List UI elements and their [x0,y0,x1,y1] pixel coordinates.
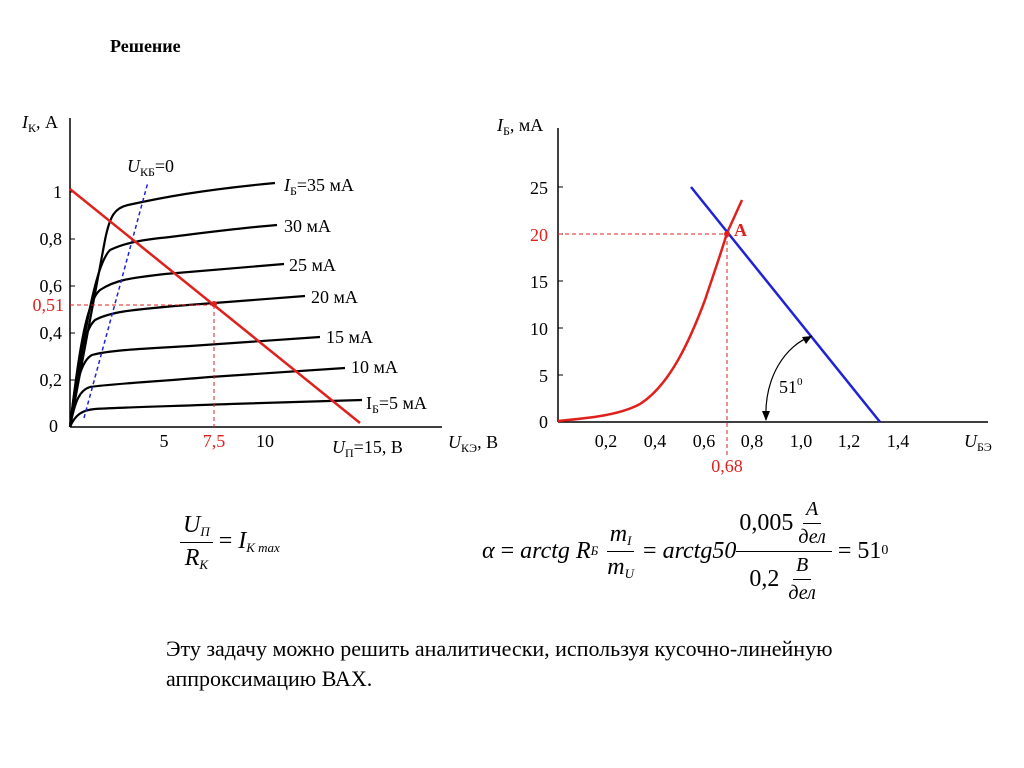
left-y-tick-06: 0,6 [39,276,62,296]
right-y-axis-label: $I_Б$, мА [497,115,544,138]
curve-ib-15 [70,337,320,427]
page-title: Решение [110,36,181,56]
curve-label-30: 30 мА [284,216,331,236]
conclusion-text: Эту задачу можно решить аналитически, используя кусочно-линейную аппроксимацию ВАХ. [166,636,833,691]
left-y-tick-02: 0,2 [39,370,62,390]
left-x-tick-10: 10 [256,431,274,451]
right-y-highlight: 20 [530,225,548,245]
left-operating-point [211,301,217,307]
right-y-tick-15: 15 [530,272,548,292]
right-y-tick-5: 5 [539,366,548,386]
operating-point-a [724,231,730,237]
right-x-axis-label: $U_{БЭ}$ [964,431,992,454]
left-y-tick-1: 1 [53,182,62,202]
left-y-tick-04: 0,4 [39,323,62,343]
input-characteristic-curve [558,200,742,421]
curve-ib-5 [70,400,362,427]
right-x-tick-02: 0,2 [594,431,618,451]
supply-voltage-label: $U_П=15$, В [332,437,403,460]
right-x-tick-06: 0,6 [692,431,716,451]
left-x-tick-5: 5 [159,431,169,451]
operating-point-label: A [734,220,747,240]
right-y-tick-10: 10 [530,319,548,339]
curve-label-20: 20 мА [311,287,358,307]
right-x-tick-14: 1,4 [886,431,910,451]
angle-label: $51^0$ [779,376,803,397]
formula-angle: α = arctg R Б $\frac{m_I}{m_U}$ = arctg50 0,005 $\frac{А}{\text{дел}}$ 0,2 $\frac{В}{\text{дел}}$ = 51 0 [482,497,889,604]
left-y-tick-0: 0 [49,416,58,436]
curve-label-5: $I_Б=5$ мА [366,393,427,416]
curve-ib-20 [70,296,305,427]
formula-max-collector-current: $\frac{U_П}{R_К}$ = $I_{К max}$ [180,512,280,573]
right-x-tick-04: 0,4 [643,431,667,451]
curve-label-10: 10 мА [351,357,398,377]
angle-arrow-bottom [762,411,770,421]
right-y-tick-25: 25 [530,178,548,198]
ukb-label: $U_{КБ}=0$ [127,156,175,179]
right-x-tick-12: 1,2 [837,431,861,451]
right-x-highlight: 0,68 [711,456,743,476]
formula1-fraction: $\frac{U_П}{R_К}$ [180,512,213,573]
curve-label-15: 15 мА [326,327,373,347]
right-y-tick-0: 0 [539,412,548,432]
curve-label-35: $I_Б=35$ мА [284,175,354,198]
formula2-m-fraction: $\frac{m_I}{m_U}$ [607,520,635,581]
left-y-axis-label: $I_К$, А [22,112,59,135]
formula2-scale-fraction: 0,005 $\frac{А}{\text{дел}}$ 0,2 $\frac{В}{\text{дел}}$ [736,498,831,605]
left-y-tick-08: 0,8 [39,229,62,249]
left-y-highlight: 0,51 [32,295,64,315]
right-x-tick-10: 1,0 [789,431,813,451]
left-x-highlight: 7,5 [202,431,226,451]
left-x-axis-label: $U_{КЭ}$, В [448,432,499,455]
right-x-tick-08: 0,8 [740,431,764,451]
curve-label-25: 25 мА [289,255,336,275]
